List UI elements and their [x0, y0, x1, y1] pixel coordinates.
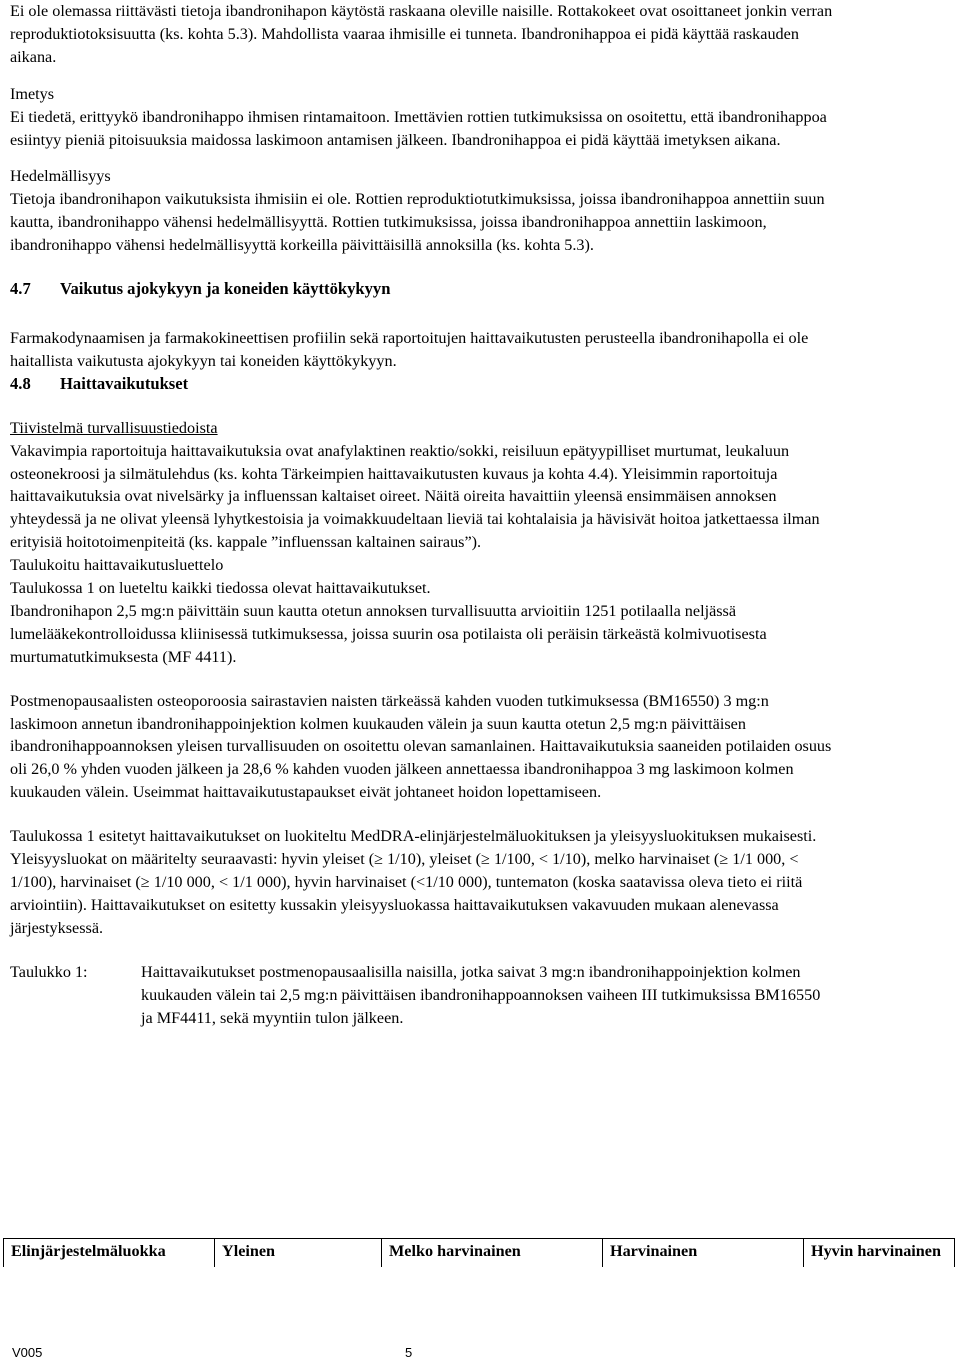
section-4-7-paragraph: Farmakodynaamisen ja farmakokineettisen profiilin sekä raportoitujen haittavaikutusten perusteella ibandronihapolla ei ole haitallista vaikutusta ajokykyyn tai koneiden käyttökykyyn.: [10, 328, 809, 370]
header-rare: Harvinainen: [603, 1239, 804, 1267]
section-4-8-title: Haittavaikutukset: [60, 373, 189, 393]
table-label: Taulukko 1:: [10, 962, 88, 981]
table-header-row: [4, 1239, 955, 1267]
lactation-title: Imetys: [10, 84, 55, 103]
meddra-paragraph: Taulukossa 1 esitetyt haittavaikutukset on luokiteltu MedDRA-elinjärjestelmäluokituksen ja yleisyysluokituksen mukaisesti. Yleisyysluokat on määritelty seuraavasti: hyvin yleiset (≥ 1/10), yleiset (≥ 1/100, < 1/10), melko harvinaiset (≥ 1/1 000, < 1/100), harvinaiset (≥ 1/10 000, < 1/1 000), hyvin harvinaiset (<1/10 000), tuntematon (koska saatavissa oleva tieto ei riitä arviointiin). Haittavaikutukset on esitetty kussakin yleisyysluokassa haittavaikutuksen vakavuuden mukaan alenevassa järjestyksessä.: [10, 827, 817, 937]
section-4-7-number: 4.7: [10, 279, 31, 299]
header-very-rare: Hyvin harvinainen: [804, 1239, 955, 1267]
section-4-8-number: 4.8: [10, 373, 31, 393]
header-common: Yleinen: [215, 1239, 382, 1267]
document-page: [10, 0, 836, 1029]
fertility-paragraph: Tietoja ibandronihapon vaikutuksista ihmisiin ei ole. Rottien reproduktiotutkimuksissa, joissa ibandronihappoa annettiin suun kautta, ibandronihappo vähensi hedelmällisyyttä. Rottien tutkimuksissa, joissa ibandronihappoa annettiin laskimoon, ibandronihappo vähensi hedelmällisyyttä korkeilla päivittäisillä annoksilla (ks. kohta 5.3).: [10, 190, 825, 255]
section-4-7-heading: [10, 278, 836, 301]
table-caption: Haittavaikutukset postmenopausaalisilla naisilla, jotka saivat 3 mg:n ibandronihappoinjektion kolmen kuukauden välein tai 2,5 mg:n päivittäisen ibandronihappoannoksen vaiheen III tutkimuksissa BM16550 ja MF4411, sekä myyntiin tulon jälkeen.: [141, 962, 821, 1027]
summary-title: Tiivistelmä turvallisuustiedoista: [10, 418, 218, 437]
tabulated-paragraph-1: Taulukossa 1 on lueteltu kaikki tiedossa olevat haittavaikutukset.: [10, 579, 431, 598]
footer-version: V005: [12, 1345, 43, 1360]
postmenopausal-paragraph: Postmenopausaalisten osteoporoosia sairastavien naisten tärkeässä kahden vuoden tutkimuksessa (BM16550) 3 mg:n laskimoon annetun ibandronihappoinjektion kolmen kuukauden välein ja suun kautta otetun 2,5 mg:n päivittäisen ibandronihappoannoksen yleisen turvallisuuden on osoitettu olevan samanlainen. Haittavaikutuksia saaneiden potilaiden osuus oli 26,0 % yhden vuoden jälkeen ja 28,6 % kahden vuoden jälkeen annettaessa ibandronihappoa 3 mg laskimoon kolmen kuukauden välein. Useimmat haittavaikutustapaukset eivät johtaneet hoidon lopettamiseen.: [10, 691, 832, 802]
tabulated-paragraph-2: Ibandronihapon 2,5 mg:n päivittäin suun kautta otetun annoksen turvallisuutta arvioitiin 1251 potilaalla neljässä lumelääkekontrolloidussa kliinisessä tutkimuksessa, joissa suurin osa potilaista oli peräisin tärkeästä kolmivuotisesta murtumatutkimuksesta (MF 4411).: [10, 601, 767, 666]
footer-page-number: 5: [405, 1345, 413, 1360]
summary-paragraph: Vakavimpia raportoituja haittavaikutuksia ovat anafylaktinen reaktio/sokki, reisiluun epätyypilliset murtumat, leukaluun osteonekroosi ja silmätulehdus (ks. kohta Tärkeimpien haittavaikutusten kuvaus ja kohta 4.4). Yleisimmin raportoituja haittavaikutuksia ovat nivelsärky ja influenssan kaltaiset oireet. Näitä oireita havaittiin yleensä ensimmäisen annoksen yhteydessä ja ne olivat yleensä lyhytkestoisia ja voimakkuudeltaan lieviä tai kohtalaisia ja hävisivät hoitoa jatkettaessa ilman erityisiä hoitotoimenpiteitä (ks. kappale ”influenssan kaltainen sairaus”).: [10, 441, 820, 552]
section-4-7-title: Vaikutus ajokykyyn ja koneiden käyttökykyyn: [60, 279, 391, 299]
fertility-title: Hedelmällisyys: [10, 167, 111, 186]
adverse-reactions-table: [3, 1238, 955, 1267]
table-caption-block: [10, 961, 836, 1030]
section-4-8-heading: [10, 373, 836, 396]
header-organ-class: Elinjärjestelmäluokka: [4, 1239, 215, 1267]
pregnancy-paragraph: Ei ole olemassa riittävästi tietoja ibandronihapon käytöstä raskaana oleville naisille. Rottakokeet ovat osoittaneet jonkin verran reproduktiotoksisuutta (ks. kohta 5.3). Mahdollista vaaraa ihmisille ei tunneta. Ibandronihappoa ei pidä käyttää raskauden aikana.: [10, 2, 833, 66]
tabulated-title: Taulukoitu haittavaikutusluettelo: [10, 556, 224, 575]
lactation-paragraph: Ei tiedetä, erittyykö ibandronihappo ihmisen rintamaitoon. Imettävien rottien tutkimuksissa on osoitettu, että ibandronihappoa esiintyy pieniä pitoisuuksia maidossa laskimoon antamisen jälkeen. Ibandronihappoa ei pidä käyttää imetyksen aikana.: [10, 107, 827, 149]
header-uncommon: Melko harvinainen: [382, 1239, 603, 1267]
